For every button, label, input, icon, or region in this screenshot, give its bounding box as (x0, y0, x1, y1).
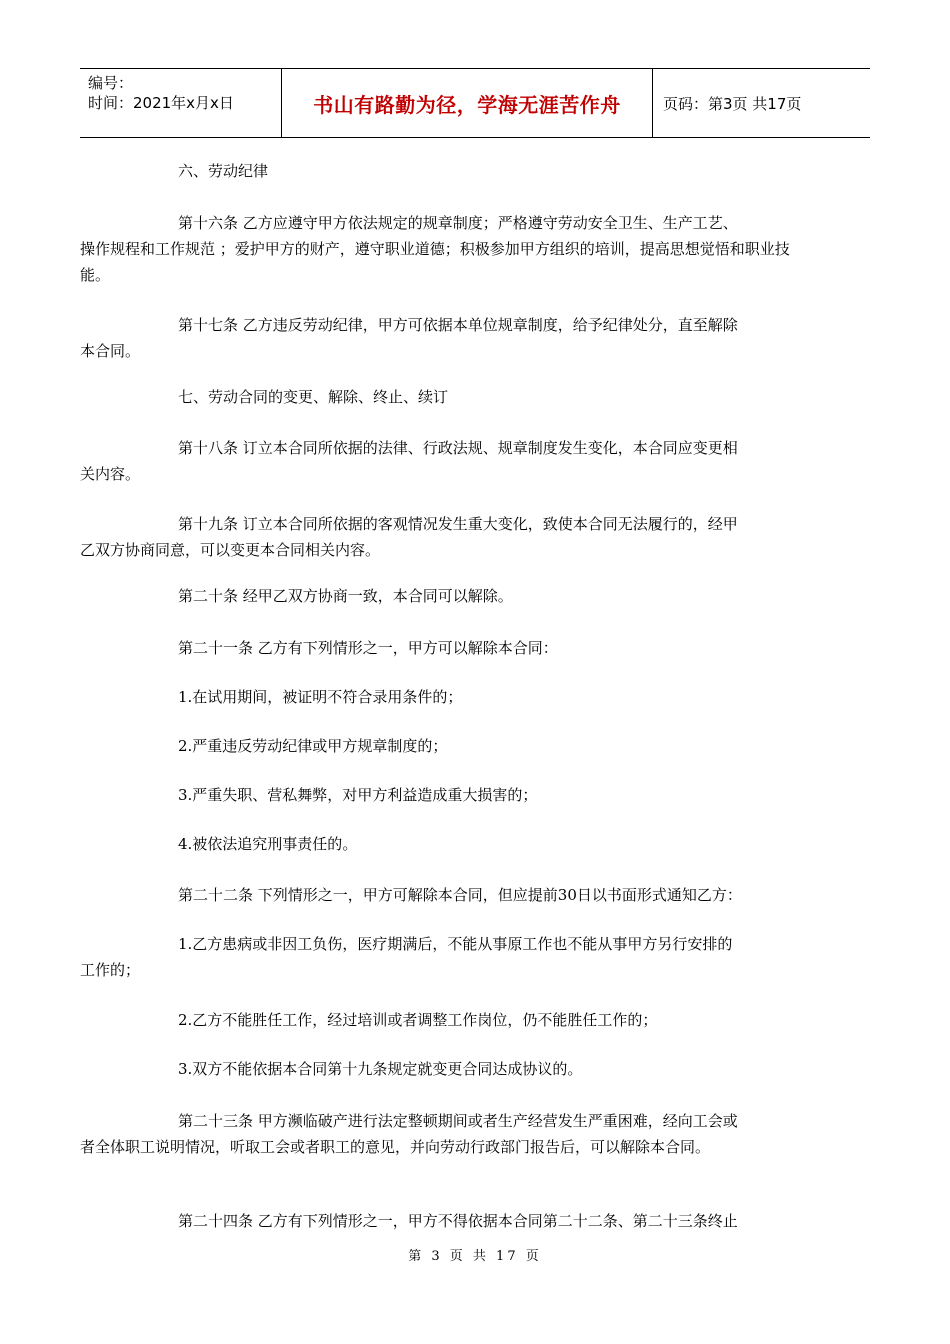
list-item: 2.严重违反劳动纪律或甲方规章制度的； (178, 737, 448, 755)
article-paragraph: 第十六条 乙方应遵守甲方依法规定的规章制度；严格遵守劳动安全卫生、生产工艺、 (178, 214, 738, 232)
list-item: 1.在试用期间，被证明不符合录用条件的； (178, 688, 463, 706)
document-time-label: 时间：2021年x月x日 (88, 94, 234, 112)
page-footer: 第 3 页 共 17 页 (408, 1249, 542, 1264)
header-meta (80, 69, 281, 137)
article-paragraph: 第十九条 订立本合同所依据的客观情况发生重大变化，致使本合同无法履行的，经甲 (178, 515, 738, 533)
article-paragraph: 第二十四条 乙方有下列情形之一，甲方不得依据本合同第二十二条、第二十三条终止 (178, 1212, 738, 1230)
section-heading: 六、劳动纪律 (178, 162, 269, 180)
header-page-info: 页码：第3页 共17页 (663, 94, 802, 113)
header-motto: 书山有路勤为径，学海无涯苦作舟 (281, 69, 653, 137)
article-continuation: 本合同。 (80, 342, 141, 360)
list-item: 4.被依法追究刑事责任的。 (178, 835, 358, 853)
article-continuation: 关内容。 (80, 465, 141, 483)
article-paragraph: 第二十一条 乙方有下列情形之一，甲方可以解除本合同： (178, 639, 558, 657)
list-item: 3.严重失职、营私舞弊，对甲方利益造成重大损害的； (178, 786, 538, 804)
article-continuation: 乙双方协商同意，可以变更本合同相关内容。 (80, 541, 381, 559)
list-item: 3.双方不能依据本合同第十九条规定就变更合同达成协议的。 (178, 1060, 583, 1078)
list-item-continuation: 工作的； (80, 961, 141, 979)
article-paragraph: 第二十条 经甲乙双方协商一致，本合同可以解除。 (178, 587, 513, 605)
article-continuation: 操作规程和工作规范 ；爱护甲方的财产，遵守职业道德；积极参加甲方组织的培训，提高思想觉悟和职业技能。 (80, 240, 790, 284)
section-heading: 七、劳动合同的变更、解除、终止、续订 (178, 388, 449, 406)
article-paragraph: 第二十三条 甲方濒临破产进行法定整顿期间或者生产经营发生严重困难，经向工会或 (178, 1112, 738, 1130)
document-number-label: 编号： (88, 74, 134, 92)
article-paragraph: 第二十二条 下列情形之一，甲方可解除本合同，但应提前30日以书面形式通知乙方： (178, 886, 742, 904)
page-header (80, 68, 870, 138)
list-item: 1.乙方患病或非因工负伤，医疗期满后，不能从事原工作也不能从事甲方另行安排的 (178, 935, 733, 953)
article-paragraph: 第十七条 乙方违反劳动纪律，甲方可依据本单位规章制度，给予纪律处分，直至解除 (178, 316, 738, 334)
list-item: 2.乙方不能胜任工作，经过培训或者调整工作岗位，仍不能胜任工作的； (178, 1011, 658, 1029)
article-paragraph: 第十八条 订立本合同所依据的法律、行政法规、规章制度发生变化，本合同应变更相 (178, 439, 738, 457)
article-continuation: 者全体职工说明情况，听取工会或者职工的意见，并向劳动行政部门报告后，可以解除本合同。 (80, 1138, 711, 1156)
